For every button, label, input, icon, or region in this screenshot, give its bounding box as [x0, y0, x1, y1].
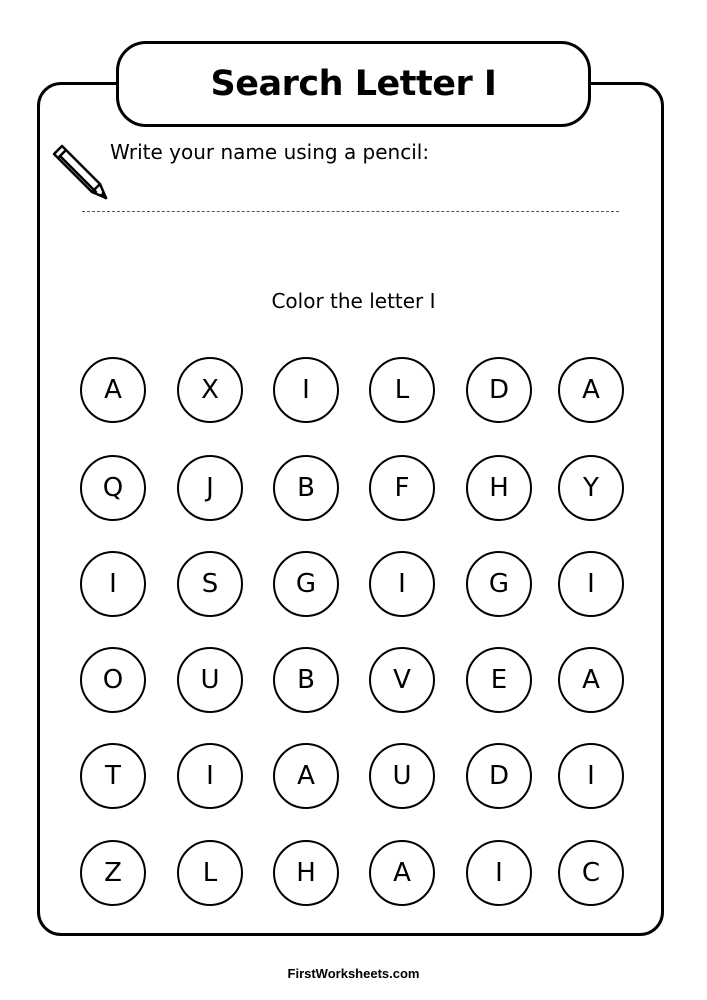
- pencil-icon: [48, 140, 110, 202]
- letter-circle[interactable]: G: [273, 551, 339, 617]
- letter-circle[interactable]: I: [177, 743, 243, 809]
- letter-circle[interactable]: C: [558, 840, 624, 906]
- letter-circle[interactable]: Q: [80, 455, 146, 521]
- letter-circle[interactable]: F: [369, 455, 435, 521]
- letter-circle[interactable]: L: [369, 357, 435, 423]
- worksheet-title: Search Letter I: [210, 64, 497, 104]
- letter-circle[interactable]: A: [273, 743, 339, 809]
- footer-brand: FirstWorksheets.com: [287, 966, 420, 981]
- letter-circle[interactable]: G: [466, 551, 532, 617]
- name-writing-line[interactable]: [82, 211, 619, 212]
- letter-circle[interactable]: I: [273, 357, 339, 423]
- letter-circle[interactable]: T: [80, 743, 146, 809]
- letter-circle[interactable]: A: [558, 357, 624, 423]
- name-prompt: Write your name using a pencil:: [110, 140, 430, 164]
- letter-circle[interactable]: A: [369, 840, 435, 906]
- letter-circle[interactable]: Z: [80, 840, 146, 906]
- letter-circle[interactable]: J: [177, 455, 243, 521]
- letter-circle[interactable]: E: [466, 647, 532, 713]
- letter-circle[interactable]: O: [80, 647, 146, 713]
- letter-circle[interactable]: H: [466, 455, 532, 521]
- letter-circle[interactable]: I: [558, 551, 624, 617]
- letter-circle[interactable]: D: [466, 743, 532, 809]
- letter-circle[interactable]: V: [369, 647, 435, 713]
- title-banner: [116, 41, 591, 127]
- letter-circle[interactable]: A: [80, 357, 146, 423]
- letter-circle[interactable]: Y: [558, 455, 624, 521]
- letter-circle[interactable]: I: [466, 840, 532, 906]
- letter-circle[interactable]: I: [369, 551, 435, 617]
- letter-circle[interactable]: H: [273, 840, 339, 906]
- letter-circle[interactable]: U: [369, 743, 435, 809]
- letter-circle[interactable]: I: [558, 743, 624, 809]
- letter-circle[interactable]: L: [177, 840, 243, 906]
- instruction-text: Color the letter I: [271, 289, 436, 313]
- letter-circle[interactable]: S: [177, 551, 243, 617]
- letter-circle[interactable]: B: [273, 455, 339, 521]
- letter-circle[interactable]: A: [558, 647, 624, 713]
- letter-circle[interactable]: U: [177, 647, 243, 713]
- letter-circle[interactable]: D: [466, 357, 532, 423]
- letter-circle[interactable]: X: [177, 357, 243, 423]
- letter-circle[interactable]: I: [80, 551, 146, 617]
- letter-circle[interactable]: B: [273, 647, 339, 713]
